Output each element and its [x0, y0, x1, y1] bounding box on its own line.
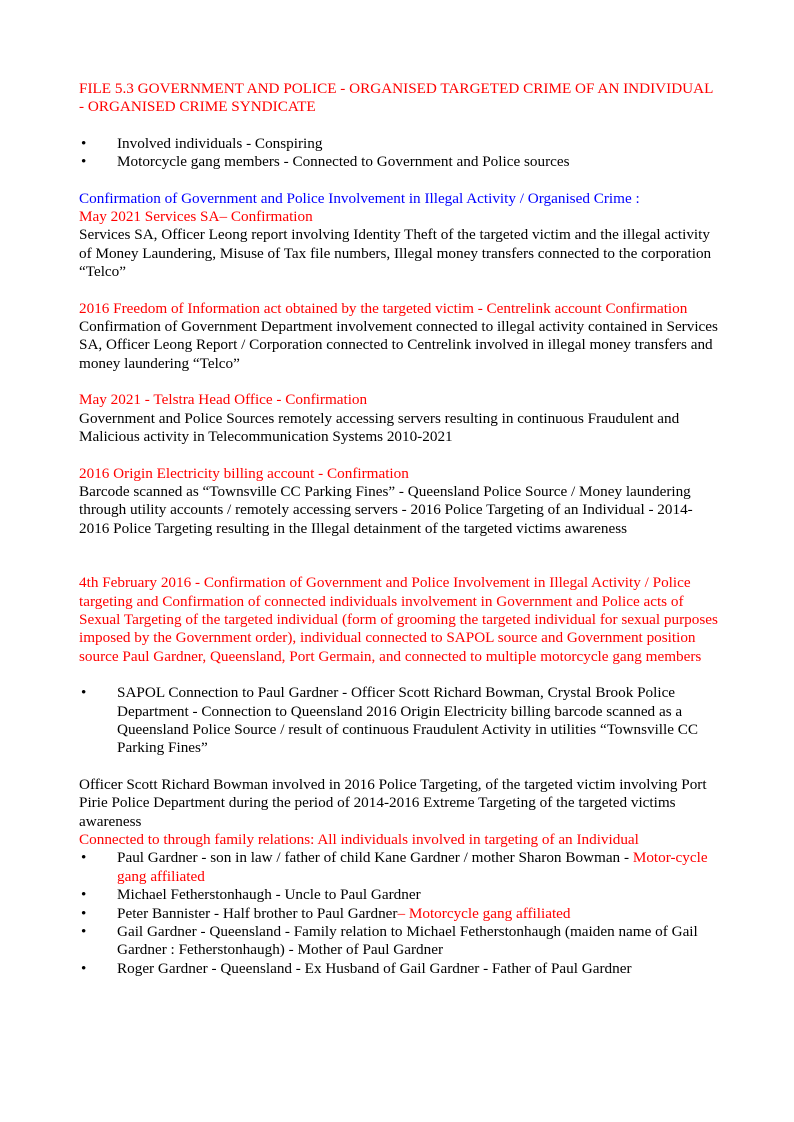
section-heading: 2016 Origin Electricity billing account - Confirmation [79, 464, 409, 482]
family-item-tag: Motor-cycle gang affiliated [117, 849, 708, 885]
section-heading: 4th February 2016 - Confirmation of Government and Police Involvement in Illegal Activity / Police targeting and Confirmation of connected individuals involvement in Government and Police acts of Sexual Targeting of the targeted individual (form of grooming the targeted individual for sexual purposes imposed by the Government order), individual connected to SAPOL source and Government position source Paul Gardner, Queensland, Port Germain, and connected to multiple motorcycle gang members [79, 574, 718, 665]
family-item-tag: – Motorcycle gang affiliated [397, 904, 571, 922]
list-item [79, 886, 719, 904]
document-page [79, 80, 719, 978]
family-list [79, 849, 719, 978]
family-item-text: Roger Gardner - Queensland - Ex Husband of Gail Gardner - Father of Paul Gardner [117, 959, 632, 977]
confirmation-heading: Confirmation of Government and Police Involvement in Illegal Activity / Organised Crime : [79, 189, 640, 207]
family-item-text: Michael Fetherstonhaugh - Uncle to Paul Gardner [117, 886, 421, 904]
list-item [79, 905, 719, 923]
sapol-bullet-list [79, 684, 719, 758]
list-item [79, 923, 719, 960]
family-heading: Connected to through family relations: All individuals involved in targeting of an Individual [79, 831, 639, 848]
section-body: Officer Scott Richard Bowman involved in 2016 Police Targeting, of the targeted victim involving Port Pirie Police Department during the period of 2014-2016 Extreme Targeting of the targeted victims awareness [79, 775, 707, 830]
section-body: Confirmation of Government Department involvement connected to illegal activity contained in Services SA, Officer Leong Report / Corporation connected to Centrelink involved in illegal money transfers and money laundering “Telco” [79, 318, 718, 372]
top-bullet-list [79, 135, 719, 172]
document-title: FILE 5.3 GOVERNMENT AND POLICE - ORGANISED TARGETED CRIME OF AN INDIVIDUAL - ORGANISED CRIME SYNDICATE [79, 80, 713, 116]
section-heading: May 2021 Services SA– Confirmation [79, 208, 313, 226]
list-item [79, 960, 719, 978]
family-item-text: Peter Bannister - Half brother to Paul Gardner [117, 904, 398, 922]
list-item: • Motorcycle gang members - Connected to Government and Police sources [79, 153, 719, 171]
section-heading: May 2021 - Telstra Head Office - Confirmation [79, 391, 368, 409]
section-heading: 2016 Freedom of Information act obtained by the targeted victim - Centrelink account Confirmation [79, 299, 688, 317]
section-body: Services SA, Officer Leong report involving Identity Theft of the targeted victim and the illegal activity of Money Laundering, Misuse of Tax file numbers, Illegal money transfers connected to the corporation “Telco” [79, 226, 712, 281]
family-item-text: Paul Gardner - son in law / father of child Kane Gardner / mother Sharon Bowman - [117, 849, 633, 867]
family-item-text: Gail Gardner - Queensland - Family relation to Michael Fetherstonhaugh (maiden name of Gail Gardner : Fetherstonhaugh) - Mother of Paul Gardner [117, 923, 698, 959]
section-body: Government and Police Sources remotely accessing servers resulting in continuous Fraudulent and Malicious activity in Telecommunication Systems 2010-2021 [79, 409, 680, 446]
section-body: Barcode scanned as “Townsville CC Parking Fines” - Queensland Police Source / Money laundering through utility accounts / remotely accessing servers - 2016 Police Targeting of an Individual - 2014-2016 Police Targeting resulting in the Illegal detainment of the targeted victims awareness [79, 482, 693, 537]
list-item: • Involved individuals - Conspiring [79, 135, 719, 153]
list-item: • SAPOL Connection to Paul Gardner - Officer Scott Richard Bowman, Crystal Brook Police Department - Connection to Queensland 2016 Origin Electricity billing barcode scanned as a Queensland Police Source / result of continuous Fraudulent Activity in utilities “Townsville CC Parking Fines” [79, 684, 719, 758]
list-item [79, 849, 719, 886]
